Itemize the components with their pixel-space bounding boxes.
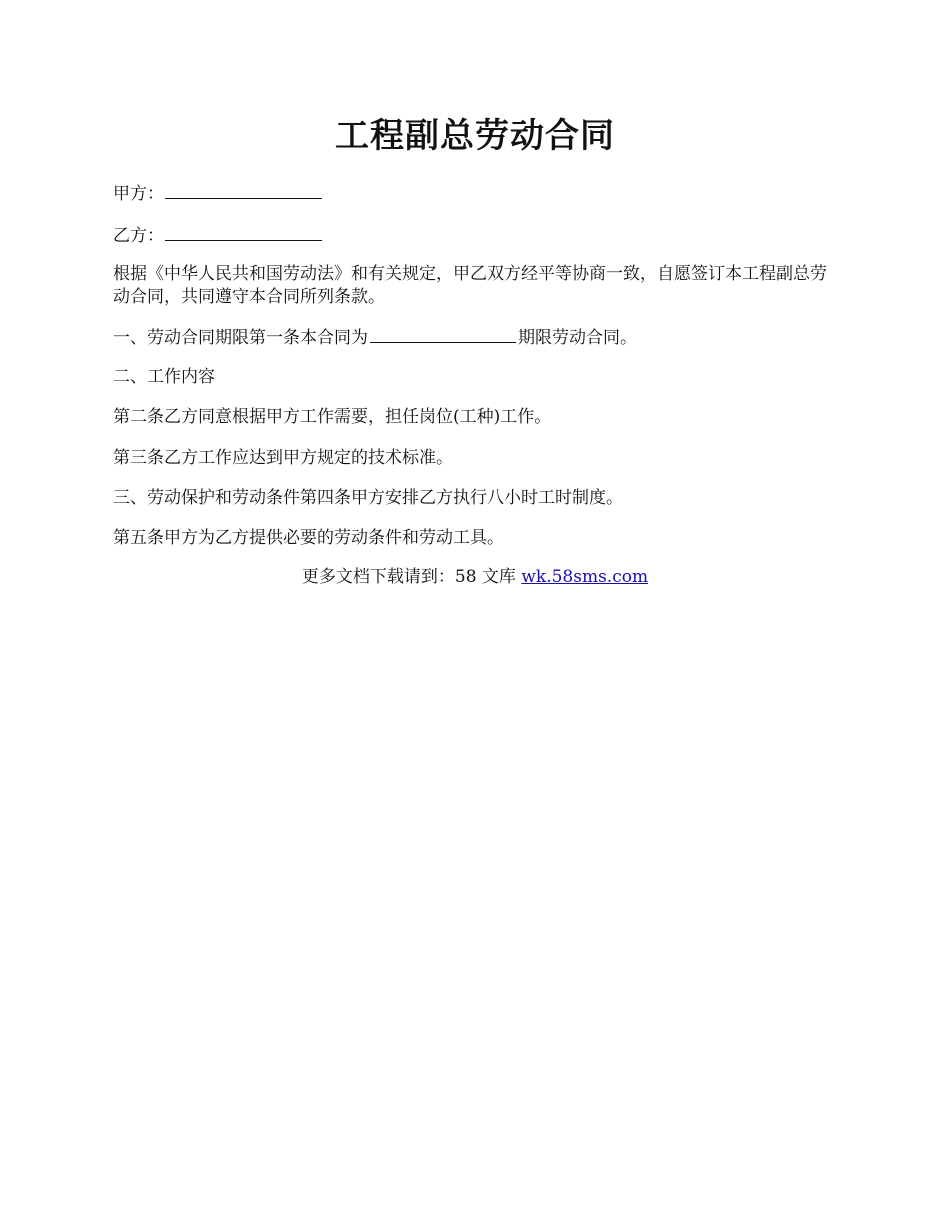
article-3: 第三条乙方工作应达到甲方规定的技术标准。: [113, 448, 453, 468]
term-clause: [113, 325, 843, 350]
article-2: 第二条乙方同意根据甲方工作需要，担任岗位(工种)工作。: [113, 407, 552, 427]
term-suffix: 期限劳动合同。: [518, 328, 637, 348]
party-b-blank: [165, 223, 322, 241]
party-b-label: 乙方：: [113, 226, 164, 246]
term-prefix: 一、劳动合同期限第一条本合同为: [113, 328, 368, 348]
party-b-line: [113, 223, 843, 248]
footer-prefix: 更多文档下载请到：58 文库: [301, 567, 522, 587]
article-5: 第五条甲方为乙方提供必要的劳动条件和劳动工具。: [113, 528, 504, 548]
download-footer: [0, 566, 950, 589]
party-a-label: 甲方：: [113, 184, 164, 204]
intro-paragraph: 根据《中华人民共和国劳动法》和有关规定，甲乙双方经平等协商一致，自愿签订本工程副总劳动合同，共同遵守本合同所列条款。: [113, 264, 827, 307]
section-3-article-4: 三、劳动保护和劳动条件第四条甲方安排乙方执行八小时工时制度。: [113, 488, 623, 508]
document-title: 工程副总劳动合同: [335, 116, 615, 156]
party-a-line: [113, 181, 843, 206]
footer-link[interactable]: wk.58sms.com: [521, 567, 649, 587]
party-a-blank: [165, 181, 322, 199]
section-2-heading: 二、工作内容: [113, 367, 215, 387]
term-blank: [370, 325, 516, 343]
